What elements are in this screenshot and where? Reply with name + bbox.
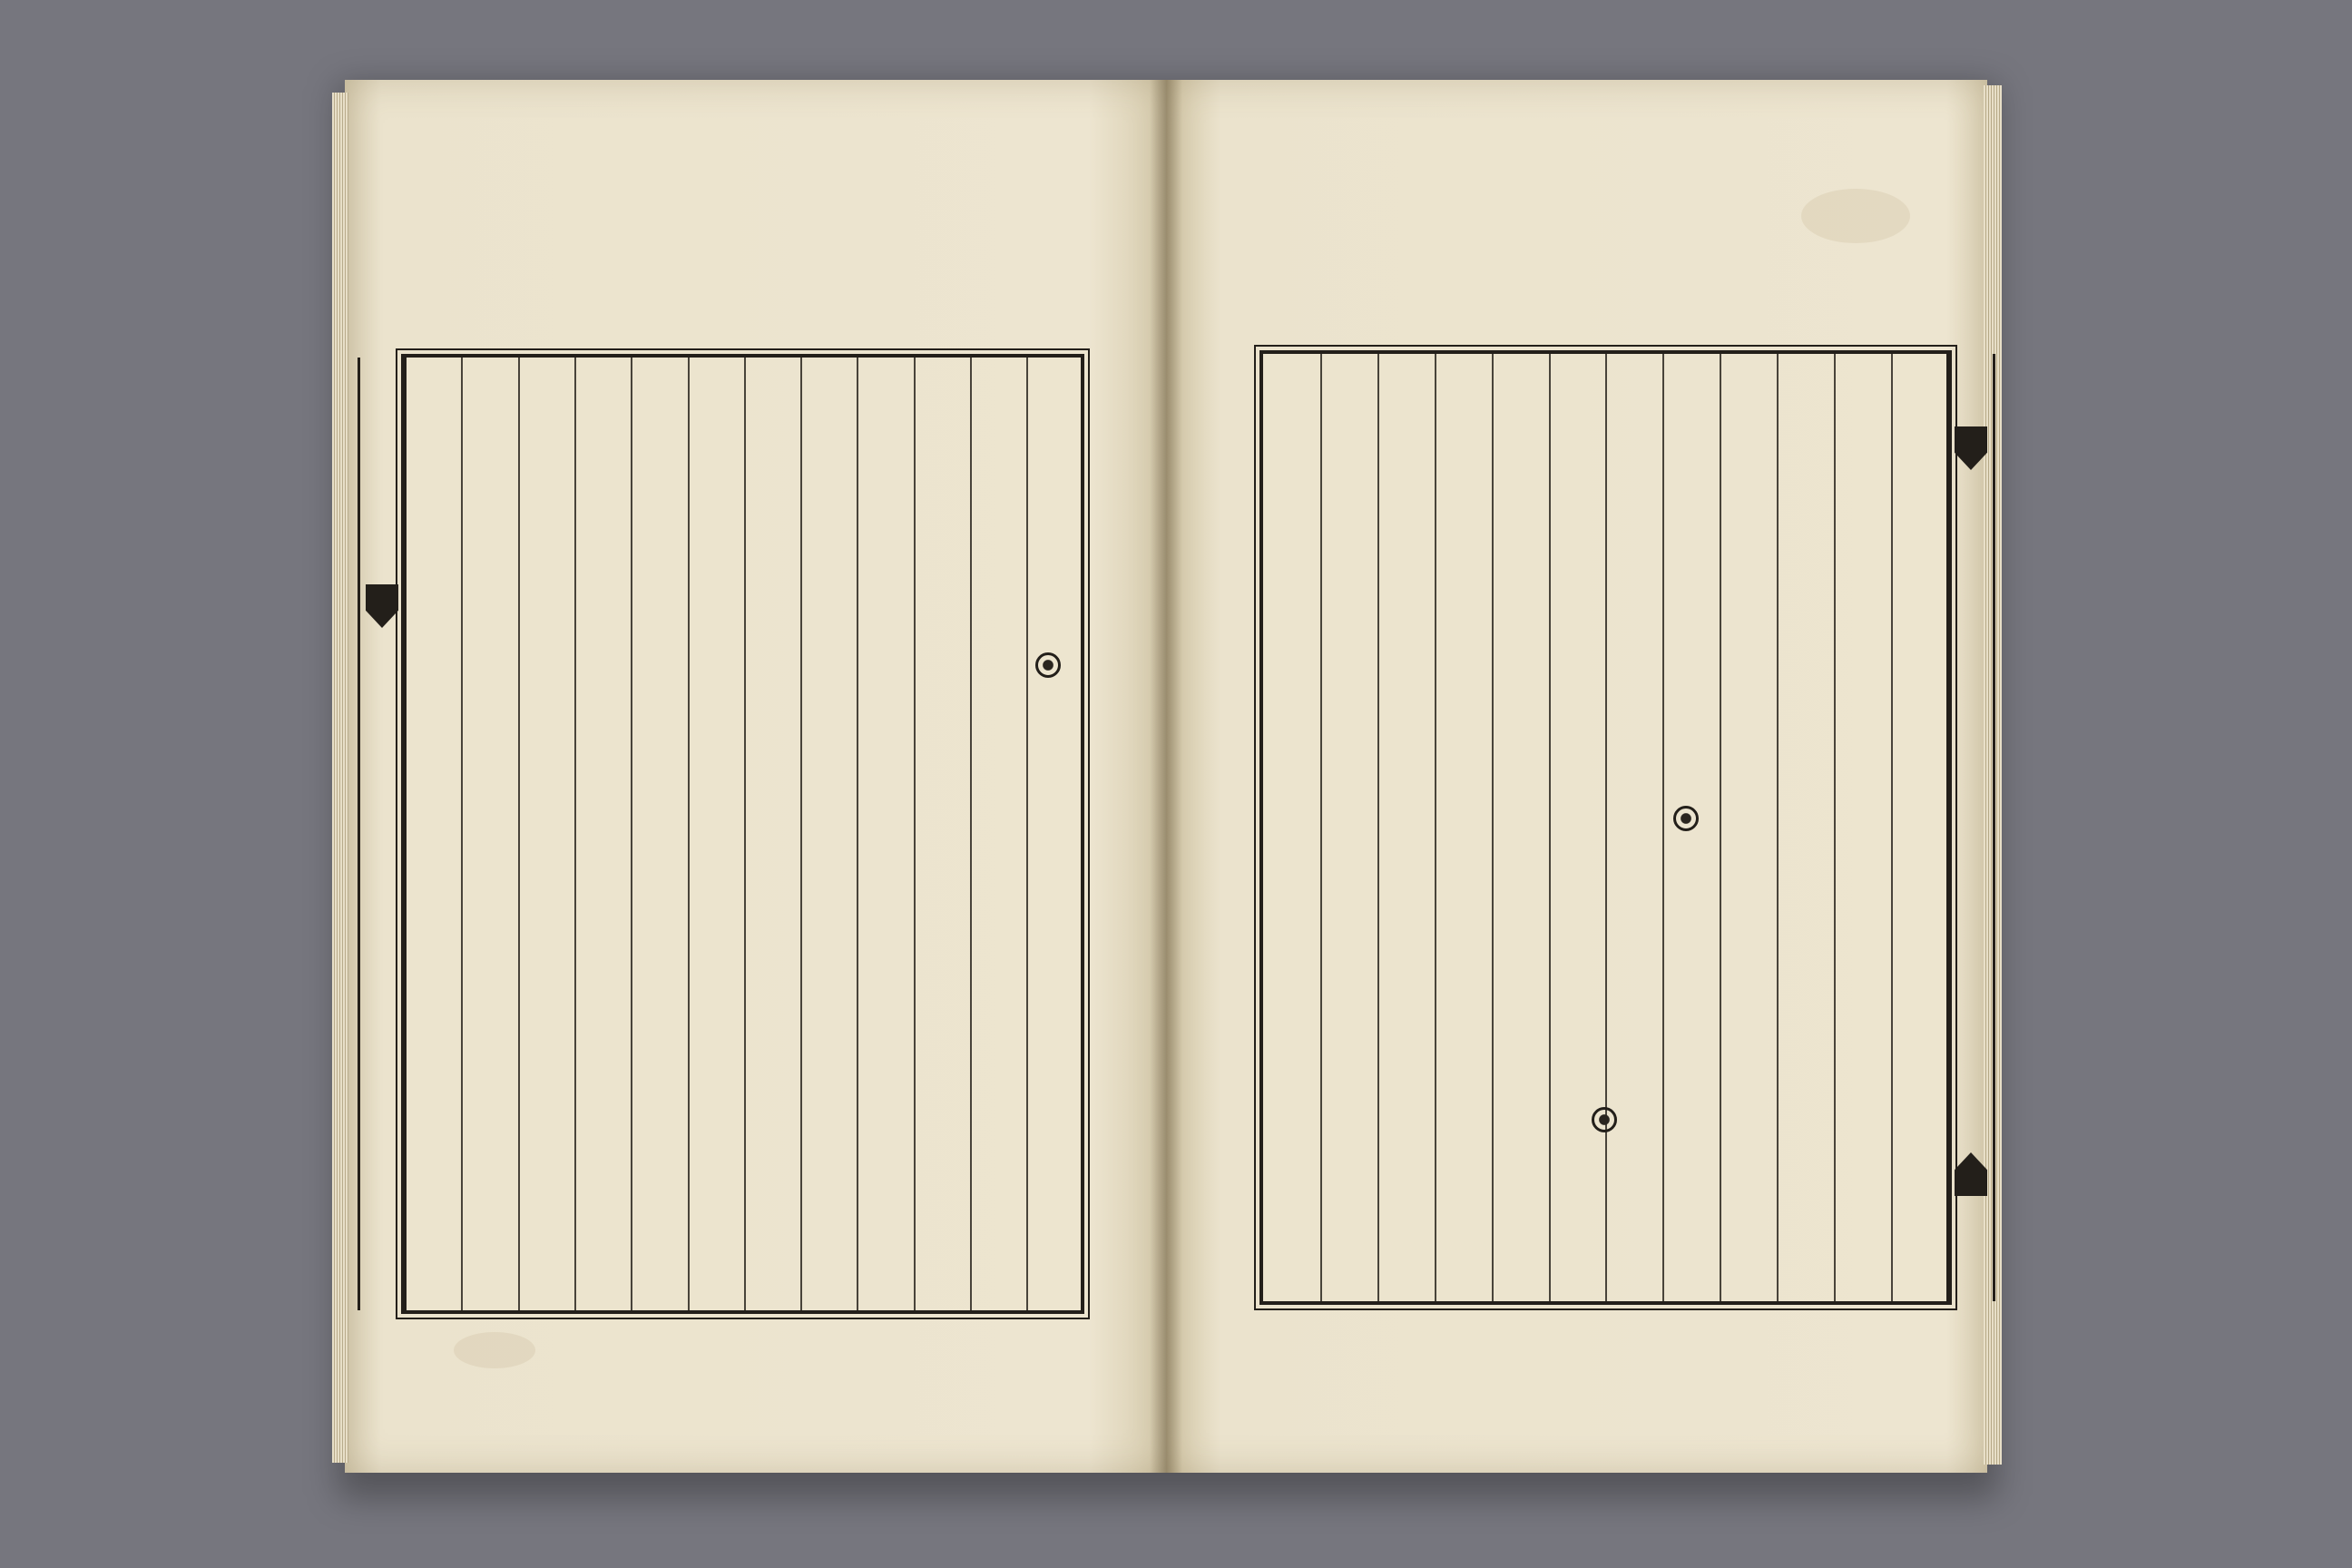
right-printed-block [1259, 350, 1952, 1305]
column-rule [1662, 354, 1664, 1301]
open-book [345, 80, 1987, 1473]
column-rule [970, 358, 972, 1310]
column-rule [1605, 354, 1607, 1301]
left-page [345, 80, 1166, 1473]
column-rule [688, 358, 690, 1310]
column-rule [857, 358, 858, 1310]
column-rule [1549, 354, 1551, 1301]
column-rule [1492, 354, 1494, 1301]
left-page-edges [332, 93, 348, 1463]
circle-seal-icon [1592, 1107, 1617, 1132]
column-rule [1377, 354, 1379, 1301]
column-rule [1320, 354, 1322, 1301]
column-rule [1435, 354, 1436, 1301]
column-rule [1720, 354, 1721, 1301]
left-fold-column [358, 358, 407, 1310]
fishtail-mark-icon [1955, 426, 1987, 470]
right-fold-column [1946, 354, 1995, 1301]
column-rule [631, 358, 632, 1310]
column-rule [1891, 354, 1893, 1301]
fishtail-mark-icon [366, 584, 398, 628]
column-rule [1777, 354, 1779, 1301]
column-rule [1026, 358, 1028, 1310]
circle-seal-icon [1673, 806, 1699, 831]
column-rule [800, 358, 802, 1310]
column-rule [914, 358, 916, 1310]
right-page [1166, 80, 1987, 1473]
column-rule [1834, 354, 1836, 1301]
fishtail-mark-icon [1955, 1152, 1987, 1196]
column-rule [518, 358, 520, 1310]
circle-seal-icon [1035, 652, 1061, 678]
column-rule [574, 358, 576, 1310]
paper-stain [454, 1332, 535, 1368]
column-rule [461, 358, 463, 1310]
column-rule [744, 358, 746, 1310]
left-printed-block [401, 354, 1084, 1314]
paper-stain [1801, 189, 1910, 243]
book-gutter [1150, 80, 1182, 1473]
